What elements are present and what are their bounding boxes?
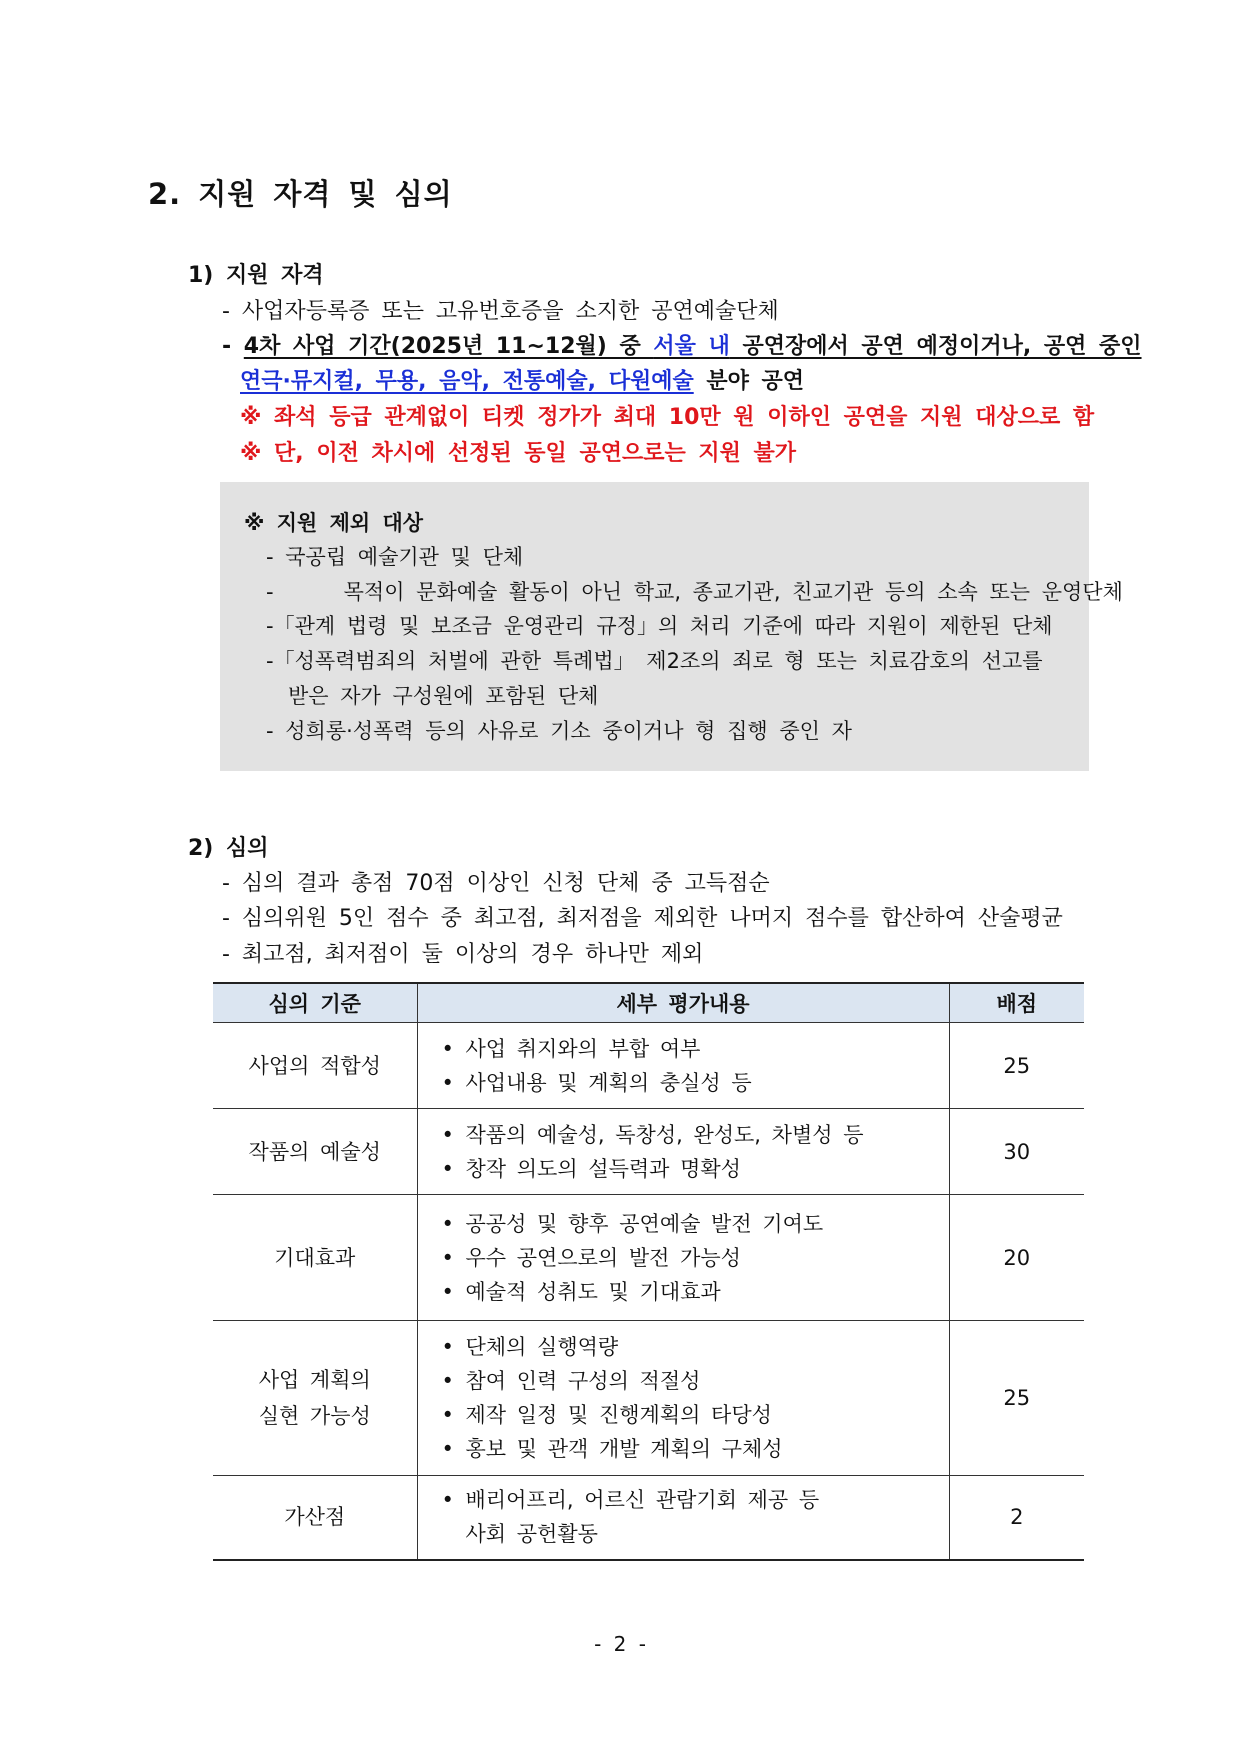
item2-part2: 공연장에서 공연 예정이거나, 공연 중인 (729, 334, 1142, 359)
detail-bullet (442, 1032, 949, 1066)
exclusion-item: - 목적이 문화예술 활동이 아닌 학교, 종교기관, 친교기관 등의 소속 또는 운영단체 (266, 580, 1123, 604)
review-heading: 2) 심의 (188, 836, 269, 861)
detail-bullet (442, 1398, 949, 1432)
evaluation-table (213, 982, 1084, 1561)
details-cell (417, 1023, 949, 1109)
eligibility-heading: 1) 지원 자격 (188, 263, 324, 288)
score-cell: 20 (949, 1195, 1084, 1321)
details-cell (417, 1109, 949, 1195)
review-item: - 심의 결과 총점 70점 이상인 신청 단체 중 고득점순 (222, 871, 770, 896)
detail-text: 공공성 및 향후 공연예술 발전 기여도 (465, 1211, 824, 1236)
detail-bullet (442, 1207, 949, 1241)
header-score: 배점 (949, 983, 1084, 1023)
detail-bullet (442, 1330, 949, 1364)
detail-text: 제작 일정 및 진행계획의 타당성 (465, 1403, 772, 1427)
score-cell: 25 (949, 1023, 1084, 1109)
detail-text: 우수 공연으로의 발전 가능성 (465, 1245, 741, 1270)
criteria-cell (213, 1321, 417, 1476)
bullet-icon: • (441, 1488, 454, 1513)
section-title: 2. 지원 자격 및 심의 (148, 177, 453, 211)
bullet-icon: • (441, 1279, 454, 1304)
detail-text: 작품의 예술성, 독창성, 완성도, 차별성 등 (465, 1122, 864, 1147)
exclusion-item: -「성폭력범죄의 처벌에 관한 특례법」 제2조의 죄로 형 또는 치료감호의 선고를 (266, 649, 1043, 673)
detail-text: 창작 의도의 설득력과 명확성 (465, 1156, 741, 1181)
exclusion-item: - 성희롱·성폭력 등의 사유로 기소 중이거나 형 집행 중인 자 (266, 719, 852, 743)
item2-seoul: 서울 내 (653, 334, 730, 359)
table-row (213, 1476, 1084, 1560)
detail-text: 배리어프리, 어르신 관람기회 제공 등 (465, 1488, 820, 1513)
item2-genres: 연극·뮤지컬, 무용, 음악, 전통예술, 다원예술 (240, 369, 694, 394)
score-cell: 30 (949, 1109, 1084, 1195)
criteria-cell (213, 1476, 417, 1560)
detail-text: 단체의 실행역량 (465, 1335, 619, 1359)
item2-underlined (244, 334, 1142, 359)
eligibility-note-2: ※ 단, 이전 차시에 선정된 동일 공연으로는 지원 불가 (240, 441, 797, 466)
page-number: - 2 - (594, 1632, 646, 1656)
detail-continuation: 사회 공헌활동 (465, 1522, 598, 1547)
criteria-cell (213, 1195, 417, 1321)
detail-bullet (442, 1432, 949, 1466)
score-cell: 25 (949, 1321, 1084, 1476)
table-row (213, 1321, 1084, 1476)
bullet-icon: • (441, 1437, 454, 1461)
bullet-icon: • (441, 1211, 454, 1236)
review-item: - 최고점, 최저점이 둘 이상의 경우 하나만 제외 (222, 942, 704, 967)
bullet-icon: • (441, 1036, 454, 1061)
criteria-label: 작품의 예술성 (248, 1139, 381, 1164)
review-item: - 심의위원 5인 점수 중 최고점, 최저점을 제외한 나머지 점수를 합산하여 산술평균 (222, 906, 1063, 931)
item2-prefix: - (222, 334, 244, 359)
details-cell (417, 1321, 949, 1476)
eligibility-note-1: ※ 좌석 등급 관계없이 티켓 정가가 최대 10만 원 이하인 공연을 지원 대상으로 함 (240, 405, 1095, 430)
bullet-icon: • (441, 1403, 454, 1427)
detail-text: 참여 인력 구성의 적절성 (465, 1369, 701, 1393)
bullet-icon: • (441, 1122, 454, 1147)
criteria-label: 사업 계획의 (258, 1368, 371, 1392)
bullet-icon: • (441, 1369, 454, 1393)
criteria-label: 기대효과 (274, 1245, 356, 1270)
bullet-icon: • (441, 1156, 454, 1181)
detail-bullet (442, 1118, 949, 1152)
bullet-icon: • (441, 1070, 454, 1095)
criteria-cell (213, 1109, 417, 1195)
eligibility-item-1: - 사업자등록증 또는 고유번호증을 소지한 공연예술단체 (222, 299, 779, 324)
detail-bullet (442, 1241, 949, 1275)
criteria-label: 사업의 적합성 (248, 1053, 381, 1078)
table-row (213, 1023, 1084, 1109)
detail-text: 사업내용 및 계획의 충실성 등 (465, 1070, 752, 1095)
criteria-label: 가산점 (284, 1505, 346, 1530)
score-cell: 2 (949, 1476, 1084, 1560)
detail-bullet (442, 1152, 949, 1186)
item2-tail: 분야 공연 (693, 369, 805, 394)
detail-bullet (442, 1483, 949, 1517)
header-criteria: 심의 기준 (213, 983, 417, 1023)
detail-text: 예술적 성취도 및 기대효과 (465, 1279, 721, 1304)
bullet-icon: • (441, 1245, 454, 1270)
bullet-icon: • (441, 1335, 454, 1359)
table-header-row (213, 983, 1084, 1023)
exclusion-item: -「관계 법령 및 보조금 운영관리 규정」의 처리 기준에 따라 지원이 제한된 단체 (266, 614, 1053, 638)
criteria-label-line2: 실현 가능성 (258, 1404, 371, 1428)
criteria-cell (213, 1023, 417, 1109)
detail-bullet (442, 1066, 949, 1100)
eligibility-item-2 (222, 329, 1142, 360)
detail-text: 홍보 및 관객 개발 계획의 구체성 (465, 1437, 783, 1461)
detail-bullet (442, 1275, 949, 1309)
exclusion-title: ※ 지원 제외 대상 (244, 511, 424, 535)
exclusion-item: - 국공립 예술기관 및 단체 (266, 545, 524, 569)
detail-text: 사업 취지와의 부합 여부 (465, 1036, 701, 1061)
item2-part1: 4차 사업 기간(2025년 11~12월) 중 (243, 334, 654, 359)
eligibility-item-2-cont (240, 364, 804, 395)
table-row (213, 1195, 1084, 1321)
detail-bullet (442, 1364, 949, 1398)
details-cell (417, 1476, 949, 1560)
header-details: 세부 평가내용 (417, 983, 949, 1023)
table-row (213, 1109, 1084, 1195)
details-cell (417, 1195, 949, 1321)
exclusion-item-cont: 받은 자가 구성원에 포함된 단체 (288, 684, 599, 708)
